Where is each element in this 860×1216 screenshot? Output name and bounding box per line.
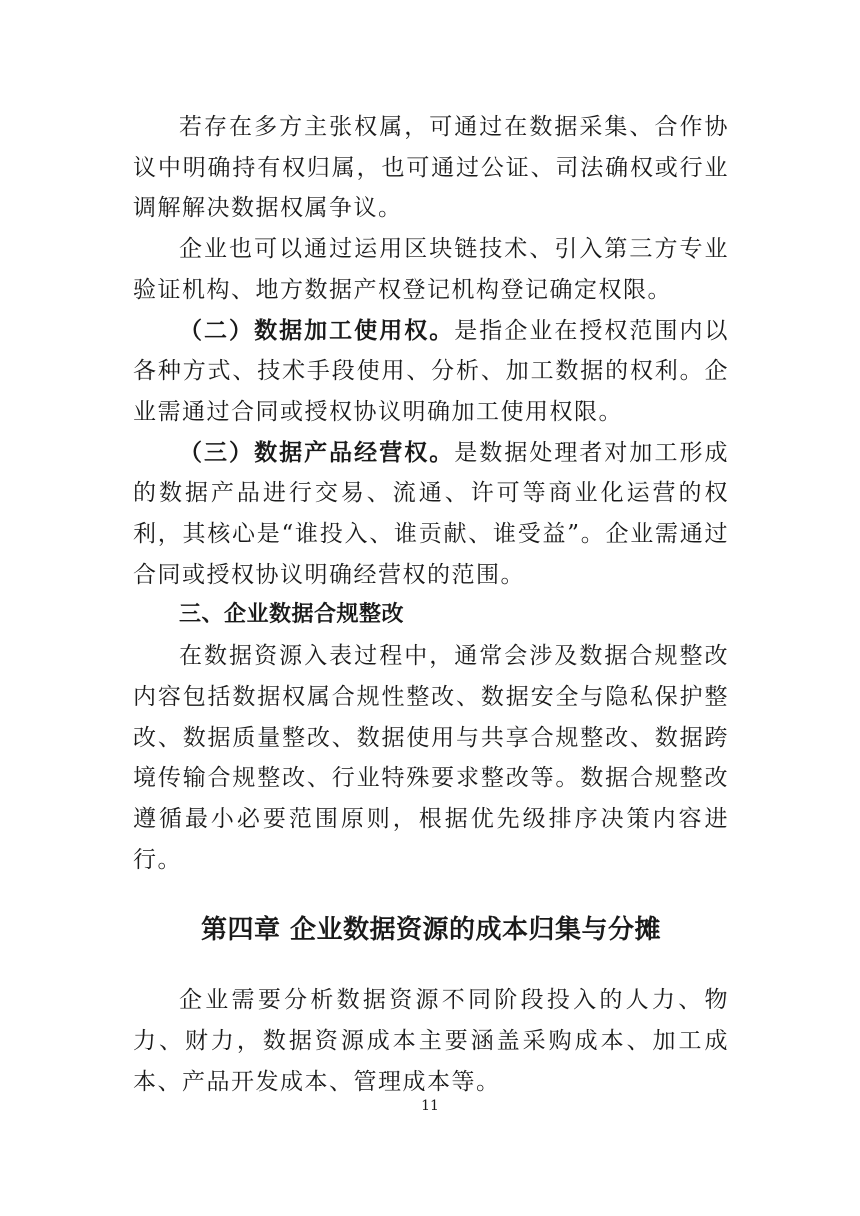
paragraph-compliance: 在数据资源入表过程中，通常会涉及数据合规整改内容包括数据权属合规性整改、数据安全与隐私保护整改、数据质量整改、数据使用与共享合规整改、数据跨境传输合规整改、行业特殊要求整改等。数据合规整改遵循最小必要范围原则，根据优先级排序决策内容进行。 bbox=[133, 643, 729, 873]
paragraph-cost: 企业需要分析数据资源不同阶段投入的人力、物力、财力，数据资源成本主要涵盖采购成本、加工成本、产品开发成本、管理成本等。 bbox=[133, 987, 729, 1095]
paragraph-processing-right bbox=[133, 311, 729, 433]
paragraph-blockchain: 企业也可以通过运用区块链技术、引入第三方专业验证机构、地方数据产权登记机构登记确定权限。 bbox=[133, 236, 729, 303]
processing-right-text: 是指企业在授权范围内以各种方式、技术手段使用、分析、加工数据的权利。企业需通过合同或授权协议明确加工使用权限。 bbox=[133, 317, 730, 425]
document-body bbox=[133, 107, 729, 1102]
operating-right-heading: （三）数据产品经营权。 bbox=[179, 439, 455, 466]
chapter-title: 第四章 企业数据资源的成本归集与分摊 bbox=[200, 915, 662, 946]
paragraph-operating-right bbox=[133, 433, 729, 596]
processing-right-heading: （二）数据加工使用权。 bbox=[179, 317, 455, 344]
section-heading-compliance: 三、企业数据合规整改 bbox=[179, 602, 405, 628]
paragraph-ownership-dispute: 若存在多方主张权属，可通过在数据采集、合作协议中明确持有权归属，也可通过公证、司法确权或行业调解解决数据权属争议。 bbox=[133, 114, 729, 222]
page-number: 11 bbox=[421, 1098, 439, 1114]
operating-right-text: 是数据处理者对加工形成的数据产品进行交易、流通、许可等商业化运营的权利，其核心是“谁投入、谁贡献、谁受益”。企业需通过合同或授权协议明确经营权的范围。 bbox=[133, 439, 730, 588]
